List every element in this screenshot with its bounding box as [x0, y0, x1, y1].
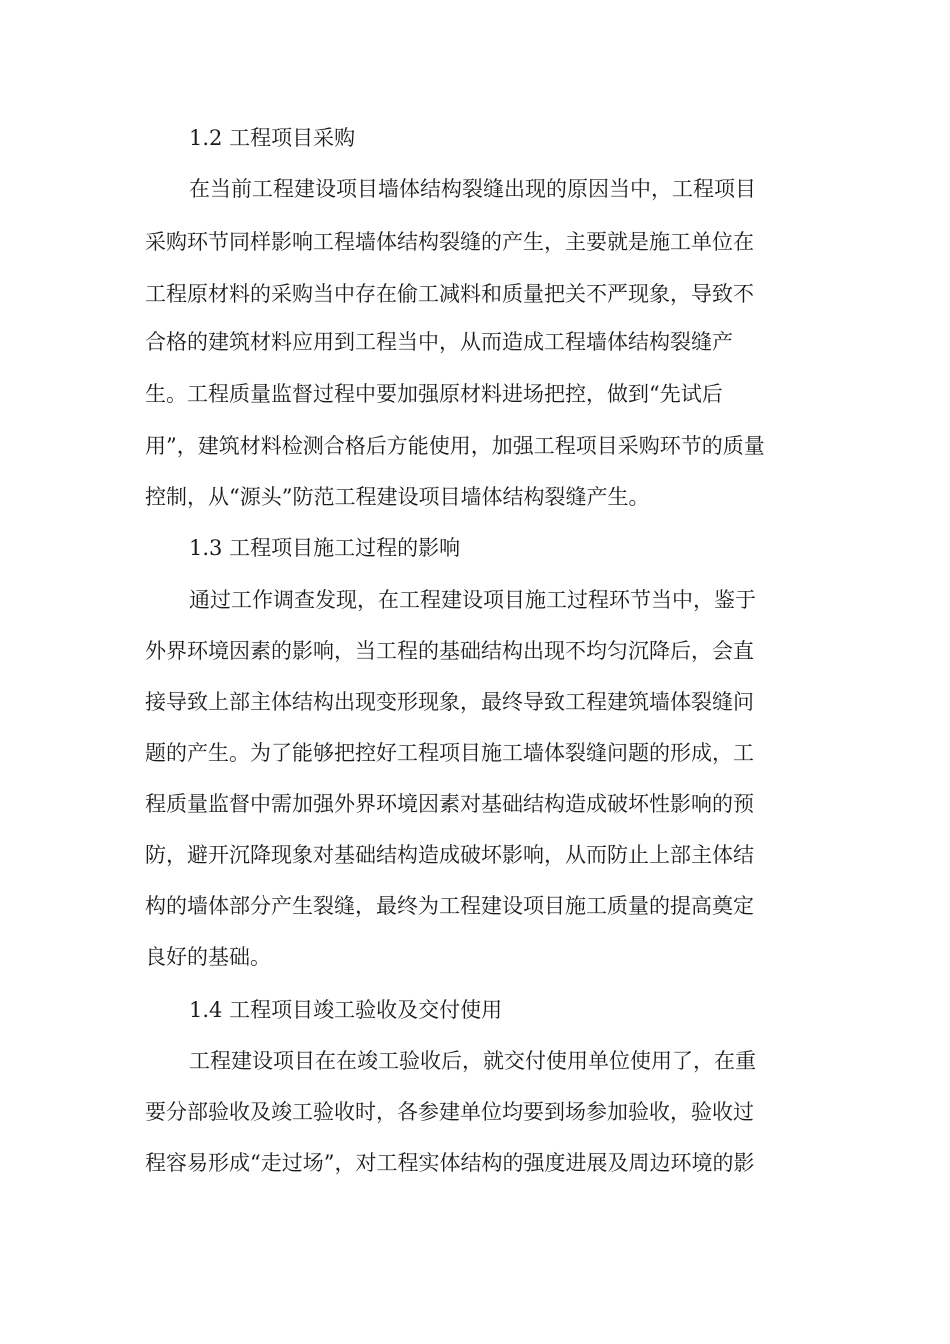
paragraph-line: 要分部验收及竣工验收时，各参建单位均要到场参加验收，验收过 [145, 1100, 754, 1124]
paragraph-line: 外界环境因素的影响，当工程的基础结构出现不均匀沉降后，会直 [145, 639, 754, 663]
section-heading: 1.2 工程项目采购 [189, 126, 356, 150]
section-heading: 1.4 工程项目竣工验收及交付使用 [189, 998, 503, 1022]
paragraph-line: 题的产生。为了能够把控好工程项目施工墙体裂缝问题的形成，工 [145, 741, 754, 765]
section-heading: 1.3 工程项目施工过程的影响 [189, 536, 461, 560]
paragraph-line: 工程原材料的采购当中存在偷工减料和质量把关不严现象，导致不 [145, 282, 754, 306]
paragraph-line: 在当前工程建设项目墙体结构裂缝出现的原因当中，工程项目 [189, 177, 756, 201]
paragraph-line: 工程建设项目在在竣工验收后，就交付使用单位使用了，在重 [189, 1049, 756, 1073]
paragraph-line: 构的墙体部分产生裂缝，最终为工程建设项目施工质量的提高奠定 [145, 894, 754, 918]
paragraph-line: 通过工作调查发现，在工程建设项目施工过程环节当中，鉴于 [189, 588, 756, 612]
paragraph-line: 防，避开沉降现象对基础结构造成破坏影响，从而防止上部主体结 [145, 843, 754, 867]
paragraph-line: 合格的建筑材料应用到工程当中，从而造成工程墙体结构裂缝产 [145, 330, 733, 354]
paragraph-line: 接导致上部主体结构出现变形现象，最终导致工程建筑墙体裂缝问 [145, 690, 754, 714]
paragraph-line: 生。工程质量监督过程中要加强原材料进场把控，做到“先试后 [145, 382, 723, 406]
paragraph-line: 采购环节同样影响工程墙体结构裂缝的产生，主要就是施工单位在 [145, 230, 754, 254]
paragraph-line: 程质量监督中需加强外界环境因素对基础结构造成破坏性影响的预 [145, 792, 754, 816]
paragraph-line: 程容易形成“走过场”，对工程实体结构的强度进展及周边环境的影 [145, 1151, 755, 1175]
paragraph-line: 良好的基础。 [145, 945, 271, 969]
paragraph-line: 用”，建筑材料检测合格后方能使用，加强工程项目采购环节的质量 [145, 434, 765, 458]
paragraph-line: 控制，从“源头”防范工程建设项目墙体结构裂缝产生。 [145, 485, 650, 509]
